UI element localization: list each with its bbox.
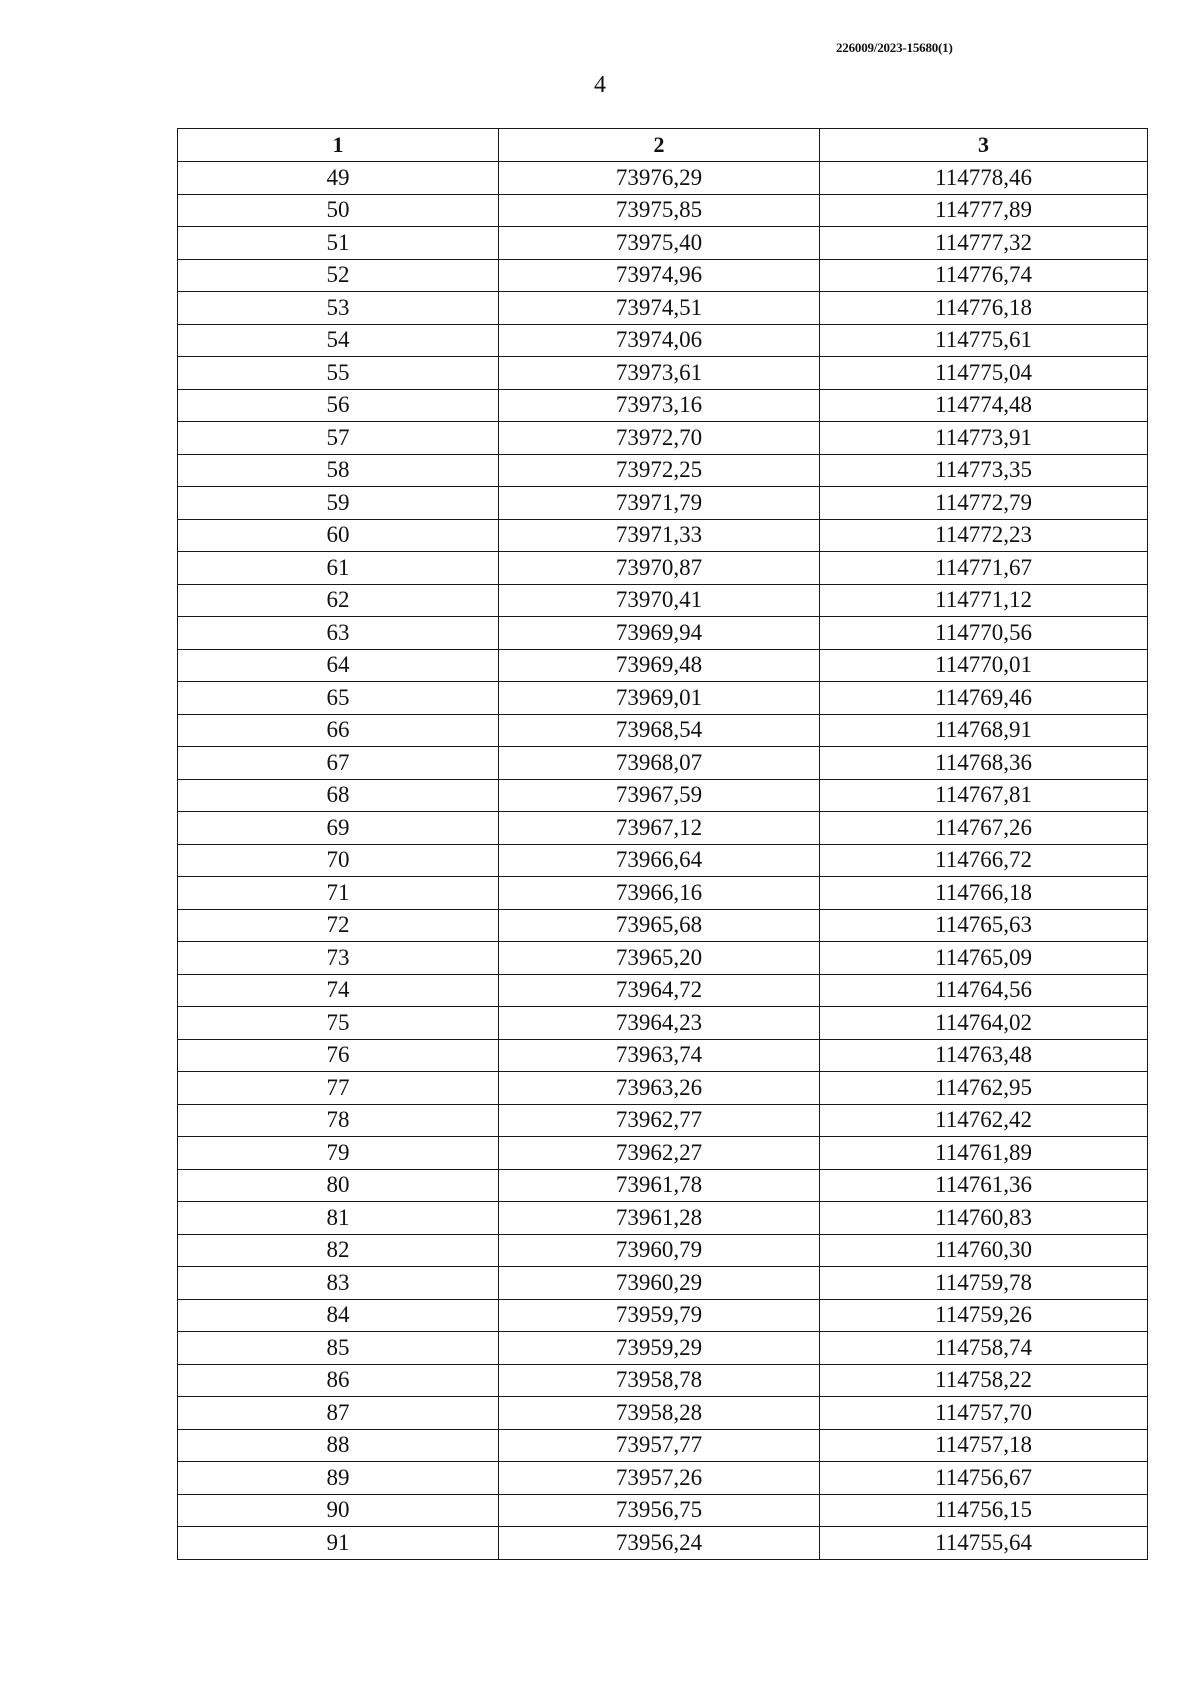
x-coordinate-cell: 73975,85 — [499, 194, 820, 227]
x-coordinate-cell: 73969,48 — [499, 649, 820, 682]
x-coordinate-cell: 73961,78 — [499, 1169, 820, 1202]
table-row — [178, 1364, 1148, 1397]
table-row — [178, 422, 1148, 455]
table-row — [178, 714, 1148, 747]
column-header-3: 3 — [820, 129, 1148, 162]
x-coordinate-cell: 73957,26 — [499, 1462, 820, 1495]
x-coordinate-cell: 73964,23 — [499, 1007, 820, 1040]
table-row — [178, 1299, 1148, 1332]
y-coordinate-cell: 114760,30 — [820, 1234, 1148, 1267]
y-coordinate-cell: 114756,67 — [820, 1462, 1148, 1495]
x-coordinate-cell: 73967,12 — [499, 812, 820, 845]
y-coordinate-cell: 114764,56 — [820, 974, 1148, 1007]
y-coordinate-cell: 114774,48 — [820, 389, 1148, 422]
table-row — [178, 1104, 1148, 1137]
table-row — [178, 909, 1148, 942]
y-coordinate-cell: 114762,95 — [820, 1072, 1148, 1105]
point-number-cell: 86 — [178, 1364, 499, 1397]
table-row — [178, 324, 1148, 357]
point-number-cell: 56 — [178, 389, 499, 422]
table-row — [178, 942, 1148, 975]
y-coordinate-cell: 114777,89 — [820, 194, 1148, 227]
y-coordinate-cell: 114768,36 — [820, 747, 1148, 780]
x-coordinate-cell: 73956,75 — [499, 1494, 820, 1527]
x-coordinate-cell: 73963,26 — [499, 1072, 820, 1105]
point-number-cell: 89 — [178, 1462, 499, 1495]
y-coordinate-cell: 114755,64 — [820, 1527, 1148, 1560]
y-coordinate-cell: 114777,32 — [820, 227, 1148, 260]
table-row — [178, 292, 1148, 325]
table-row — [178, 682, 1148, 715]
table-row — [178, 1267, 1148, 1300]
point-number-cell: 74 — [178, 974, 499, 1007]
x-coordinate-cell: 73974,51 — [499, 292, 820, 325]
document-number: 226009/2023-15680(1) — [836, 40, 953, 55]
table-row — [178, 194, 1148, 227]
point-number-cell: 78 — [178, 1104, 499, 1137]
point-number-cell: 70 — [178, 844, 499, 877]
x-coordinate-cell: 73958,78 — [499, 1364, 820, 1397]
point-number-cell: 54 — [178, 324, 499, 357]
point-number-cell: 49 — [178, 162, 499, 195]
table-row — [178, 584, 1148, 617]
table-row — [178, 1007, 1148, 1040]
y-coordinate-cell: 114772,23 — [820, 519, 1148, 552]
point-number-cell: 51 — [178, 227, 499, 260]
x-coordinate-cell: 73971,33 — [499, 519, 820, 552]
point-number-cell: 84 — [178, 1299, 499, 1332]
table-row — [178, 1494, 1148, 1527]
x-coordinate-cell: 73973,61 — [499, 357, 820, 390]
x-coordinate-cell: 73960,79 — [499, 1234, 820, 1267]
x-coordinate-cell: 73973,16 — [499, 389, 820, 422]
table-row — [178, 162, 1148, 195]
table-row — [178, 877, 1148, 910]
point-number-cell: 66 — [178, 714, 499, 747]
point-number-cell: 81 — [178, 1202, 499, 1235]
point-number-cell: 82 — [178, 1234, 499, 1267]
y-coordinate-cell: 114775,61 — [820, 324, 1148, 357]
table-row — [178, 389, 1148, 422]
table-row — [178, 974, 1148, 1007]
x-coordinate-cell: 73963,74 — [499, 1039, 820, 1072]
y-coordinate-cell: 114765,09 — [820, 942, 1148, 975]
table-row — [178, 812, 1148, 845]
x-coordinate-cell: 73958,28 — [499, 1397, 820, 1430]
table-row — [178, 227, 1148, 260]
point-number-cell: 53 — [178, 292, 499, 325]
x-coordinate-cell: 73962,27 — [499, 1137, 820, 1170]
point-number-cell: 72 — [178, 909, 499, 942]
table-row — [178, 1462, 1148, 1495]
x-coordinate-cell: 73964,72 — [499, 974, 820, 1007]
table-row — [178, 779, 1148, 812]
table-row — [178, 747, 1148, 780]
point-number-cell: 80 — [178, 1169, 499, 1202]
page-number: 4 — [594, 72, 606, 98]
y-coordinate-cell: 114767,26 — [820, 812, 1148, 845]
x-coordinate-cell: 73974,96 — [499, 259, 820, 292]
point-number-cell: 62 — [178, 584, 499, 617]
point-number-cell: 87 — [178, 1397, 499, 1430]
x-coordinate-cell: 73974,06 — [499, 324, 820, 357]
x-coordinate-cell: 73956,24 — [499, 1527, 820, 1560]
point-number-cell: 57 — [178, 422, 499, 455]
y-coordinate-cell: 114776,18 — [820, 292, 1148, 325]
x-coordinate-cell: 73975,40 — [499, 227, 820, 260]
point-number-cell: 60 — [178, 519, 499, 552]
table-row — [178, 649, 1148, 682]
table-row — [178, 1527, 1148, 1560]
table-row — [178, 357, 1148, 390]
y-coordinate-cell: 114770,01 — [820, 649, 1148, 682]
point-number-cell: 73 — [178, 942, 499, 975]
y-coordinate-cell: 114772,79 — [820, 487, 1148, 520]
table-row — [178, 519, 1148, 552]
table-row — [178, 1072, 1148, 1105]
y-coordinate-cell: 114773,91 — [820, 422, 1148, 455]
x-coordinate-cell: 73966,64 — [499, 844, 820, 877]
point-number-cell: 71 — [178, 877, 499, 910]
y-coordinate-cell: 114768,91 — [820, 714, 1148, 747]
y-coordinate-cell: 114773,35 — [820, 454, 1148, 487]
point-number-cell: 64 — [178, 649, 499, 682]
table-row — [178, 1137, 1148, 1170]
y-coordinate-cell: 114770,56 — [820, 617, 1148, 650]
y-coordinate-cell: 114775,04 — [820, 357, 1148, 390]
table-row — [178, 1429, 1148, 1462]
y-coordinate-cell: 114771,67 — [820, 552, 1148, 585]
x-coordinate-cell: 73971,79 — [499, 487, 820, 520]
x-coordinate-cell: 73969,01 — [499, 682, 820, 715]
y-coordinate-cell: 114759,26 — [820, 1299, 1148, 1332]
y-coordinate-cell: 114776,74 — [820, 259, 1148, 292]
x-coordinate-cell: 73959,29 — [499, 1332, 820, 1365]
x-coordinate-cell: 73960,29 — [499, 1267, 820, 1300]
point-number-cell: 77 — [178, 1072, 499, 1105]
table-row — [178, 552, 1148, 585]
table-row — [178, 1397, 1148, 1430]
table-row — [178, 1234, 1148, 1267]
table-row — [178, 1332, 1148, 1365]
y-coordinate-cell: 114761,89 — [820, 1137, 1148, 1170]
x-coordinate-cell: 73970,87 — [499, 552, 820, 585]
table-row — [178, 487, 1148, 520]
y-coordinate-cell: 114757,18 — [820, 1429, 1148, 1462]
table-row — [178, 1202, 1148, 1235]
y-coordinate-cell: 114762,42 — [820, 1104, 1148, 1137]
y-coordinate-cell: 114766,18 — [820, 877, 1148, 910]
x-coordinate-cell: 73959,79 — [499, 1299, 820, 1332]
x-coordinate-cell: 73965,68 — [499, 909, 820, 942]
x-coordinate-cell: 73961,28 — [499, 1202, 820, 1235]
x-coordinate-cell: 73972,70 — [499, 422, 820, 455]
x-coordinate-cell: 73972,25 — [499, 454, 820, 487]
y-coordinate-cell: 114758,74 — [820, 1332, 1148, 1365]
x-coordinate-cell: 73969,94 — [499, 617, 820, 650]
column-header-1: 1 — [178, 129, 499, 162]
column-header-2: 2 — [499, 129, 820, 162]
table-header-row — [178, 129, 1148, 162]
x-coordinate-cell: 73967,59 — [499, 779, 820, 812]
table-row — [178, 259, 1148, 292]
point-number-cell: 79 — [178, 1137, 499, 1170]
point-number-cell: 85 — [178, 1332, 499, 1365]
x-coordinate-cell: 73966,16 — [499, 877, 820, 910]
y-coordinate-cell: 114763,48 — [820, 1039, 1148, 1072]
x-coordinate-cell: 73968,54 — [499, 714, 820, 747]
y-coordinate-cell: 114767,81 — [820, 779, 1148, 812]
y-coordinate-cell: 114760,83 — [820, 1202, 1148, 1235]
point-number-cell: 65 — [178, 682, 499, 715]
point-number-cell: 76 — [178, 1039, 499, 1072]
point-number-cell: 52 — [178, 259, 499, 292]
table-row — [178, 454, 1148, 487]
point-number-cell: 75 — [178, 1007, 499, 1040]
point-number-cell: 55 — [178, 357, 499, 390]
point-number-cell: 68 — [178, 779, 499, 812]
x-coordinate-cell: 73965,20 — [499, 942, 820, 975]
point-number-cell: 88 — [178, 1429, 499, 1462]
point-number-cell: 63 — [178, 617, 499, 650]
point-number-cell: 61 — [178, 552, 499, 585]
point-number-cell: 90 — [178, 1494, 499, 1527]
y-coordinate-cell: 114778,46 — [820, 162, 1148, 195]
y-coordinate-cell: 114756,15 — [820, 1494, 1148, 1527]
point-number-cell: 83 — [178, 1267, 499, 1300]
y-coordinate-cell: 114766,72 — [820, 844, 1148, 877]
y-coordinate-cell: 114771,12 — [820, 584, 1148, 617]
y-coordinate-cell: 114769,46 — [820, 682, 1148, 715]
table-row — [178, 1169, 1148, 1202]
y-coordinate-cell: 114759,78 — [820, 1267, 1148, 1300]
table-row — [178, 1039, 1148, 1072]
point-number-cell: 69 — [178, 812, 499, 845]
x-coordinate-cell: 73970,41 — [499, 584, 820, 617]
y-coordinate-cell: 114761,36 — [820, 1169, 1148, 1202]
y-coordinate-cell: 114758,22 — [820, 1364, 1148, 1397]
table-body — [178, 162, 1148, 1560]
y-coordinate-cell: 114765,63 — [820, 909, 1148, 942]
x-coordinate-cell: 73957,77 — [499, 1429, 820, 1462]
point-number-cell: 59 — [178, 487, 499, 520]
coordinates-table — [177, 128, 1148, 1560]
table-row — [178, 617, 1148, 650]
point-number-cell: 67 — [178, 747, 499, 780]
point-number-cell: 58 — [178, 454, 499, 487]
x-coordinate-cell: 73976,29 — [499, 162, 820, 195]
x-coordinate-cell: 73968,07 — [499, 747, 820, 780]
table-row — [178, 844, 1148, 877]
x-coordinate-cell: 73962,77 — [499, 1104, 820, 1137]
y-coordinate-cell: 114757,70 — [820, 1397, 1148, 1430]
y-coordinate-cell: 114764,02 — [820, 1007, 1148, 1040]
point-number-cell: 50 — [178, 194, 499, 227]
point-number-cell: 91 — [178, 1527, 499, 1560]
